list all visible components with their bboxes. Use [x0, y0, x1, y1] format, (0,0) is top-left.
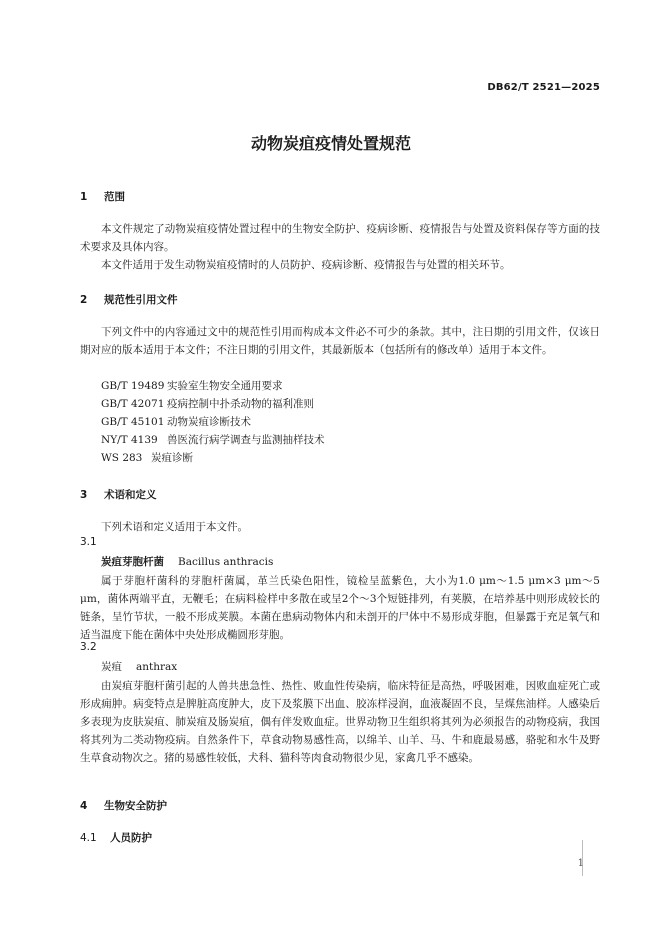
clause-number: 3.2 [80, 641, 97, 653]
term-entry: 炭疽 anthrax [101, 661, 178, 673]
page-number: 1 [577, 858, 584, 869]
ref-item: GB/T 42071 疫病控制中扑杀动物的福利准则 [101, 398, 314, 410]
ref-item: GB/T 19489 实验室生物安全通用要求 [101, 380, 283, 392]
scope-paragraph-1: 本文件规定了动物炭疽疫情处置过程中的生物安全防护、疫病诊断、疫情报告与处置及资料保存等方面的技术要求及具体内容。 [80, 223, 600, 253]
clause-number: 3.1 [80, 536, 97, 548]
ref-item: NY/T 4139 兽医流行病学调查与监测抽样技术 [101, 434, 325, 446]
ref-item: GB/T 45101 动物炭疽诊断技术 [101, 416, 251, 428]
scope-paragraph-2: 本文件适用于发生动物炭疽疫情时的人员防护、疫病诊断、疫情报告与处置的相关环节。 [101, 259, 511, 271]
terms-intro: 下列术语和定义适用于本文件。 [101, 521, 248, 533]
section-heading-scope: 1 范围 [80, 191, 125, 203]
term-definition: 属于芽胞杆菌科的芽胞杆菌属，革兰氏染色阳性，镜检呈蓝紫色，大小为1.0 μm～1.5 μm×3 μm～5 μm，菌体两端平直，无鞭毛；在病料检样中多散在或呈2个～3个短链排列，有荚膜，在培养基中则形成较长的链条，呈竹节状，一般不形成荚膜。本菌在患病动物体内和未剖开的尸体中不易形成芽胞，但暴露于充足氧气和适当温度下能在菌体中央处形成椭圆形芽胞。 [80, 575, 600, 641]
section-heading-terms: 3 术语和定义 [80, 489, 157, 501]
section-heading-biosafety: 4 生物安全防护 [80, 800, 167, 812]
page-title: 动物炭疽疫情处置规范 [250, 134, 411, 153]
section-heading-normative-refs: 2 规范性引用文件 [80, 294, 178, 306]
subsection-heading-personnel-protection: 4.1 人员防护 [80, 832, 152, 844]
ref-item: WS 283 炭疽诊断 [101, 452, 193, 464]
term-entry: 炭疽芽胞杆菌 Bacillus anthracis [101, 556, 274, 568]
doc-number: DB62/T 2521—2025 [487, 82, 600, 93]
normative-refs-intro: 下列文件中的内容通过文中的规范性引用而构成本文件必不可少的条款。其中，注日期的引用文件，仅该日期对应的版本适用于本文件；不注日期的引用文件，其最新版本（包括所有的修改单）适用于本文件。 [80, 326, 600, 356]
term-definition: 由炭疽芽胞杆菌引起的人兽共患急性、热性、败血性传染病，临床特征是高热，呼吸困难，因败血症死亡或形成痈肿。病变特点是脾脏高度肿大，皮下及浆膜下出血、胶冻样浸润，血液凝固不良，呈煤焦油样。人感染后多表现为皮肤炭疽、肺炭疽及肠炭疽，偶有伴发败血症。世界动物卫生组织将其列为必须报告的动物疫病，我国将其列为二类动物疫病。自然条件下，草食动物易感性高，以绵羊、山羊、马、牛和鹿最易感，骆驼和水牛及野生草食动物次之。猪的易感性较低，犬科、猫科等肉食动物很少见，家禽几乎不感染。 [80, 680, 600, 764]
